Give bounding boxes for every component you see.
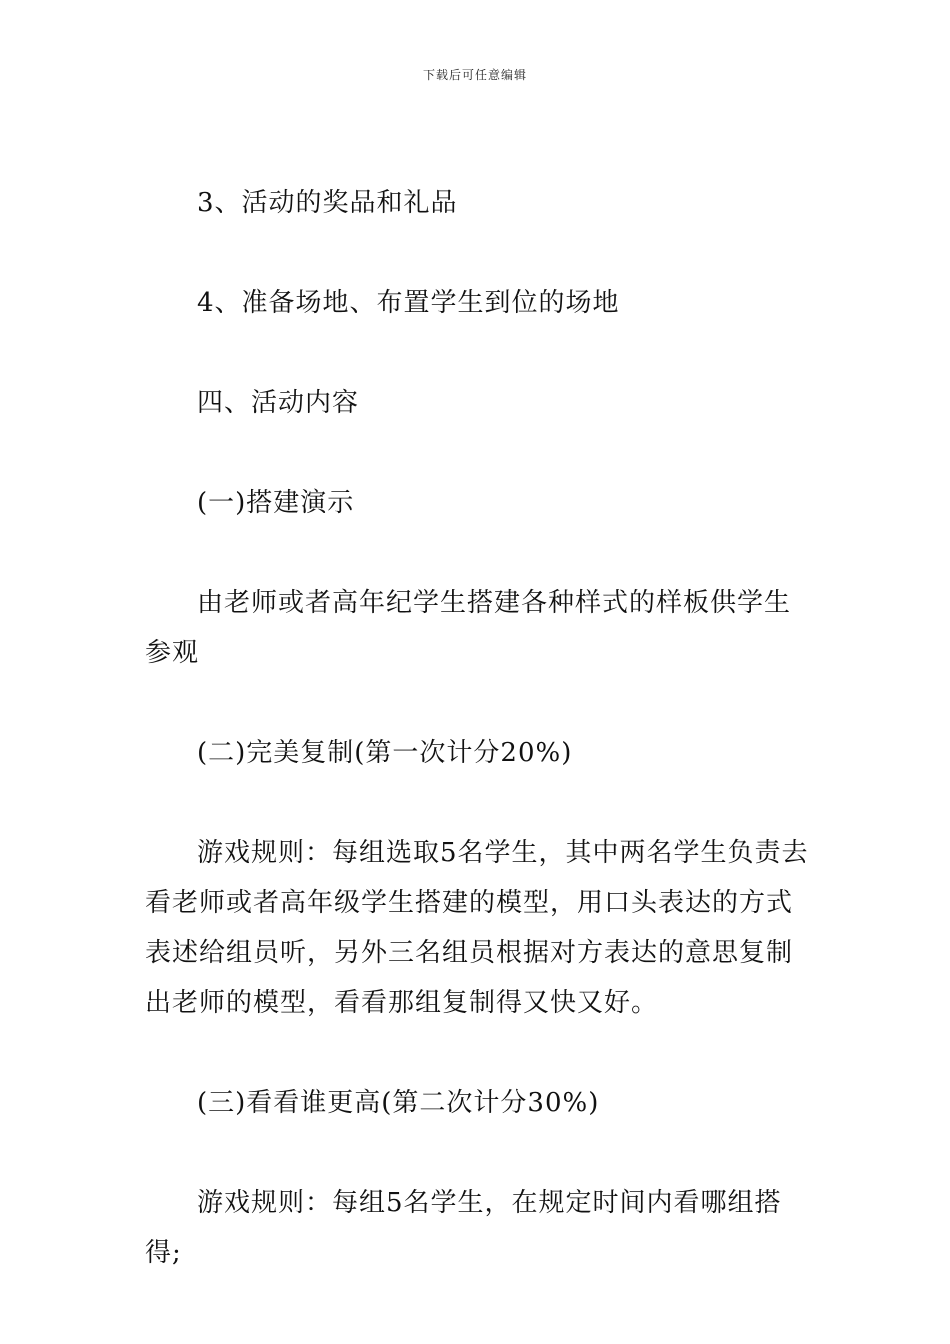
paragraph-higher-rules: 游戏规则：每组5名学生，在规定时间内看哪组搭得; [145,1188,782,1268]
subheading-who-is-higher: (三)看看谁更高(第二次计分30%) [197,1088,600,1118]
paragraph-prizes: 3、活动的奖品和礼品 [197,188,458,218]
document-body [145,178,810,1328]
paragraph-demo-description: 由老师或者高年纪学生搭建各种样式的样板供学生参观 [145,588,792,668]
paragraph-venue: 4、准备场地、布置学生到位的场地 [197,288,620,318]
subheading-demo: (一)搭建演示 [197,488,355,518]
subheading-perfect-copy: (二)完美复制(第一次计分20%) [197,738,573,768]
section-heading-activity-content: 四、活动内容 [197,388,360,418]
paragraph-copy-rules: 游戏规则：每组选取5名学生，其中两名学生负责去看老师或者高年级学生搭建的模型，用口头表达的方式表述给组员听，另外三名组员根据对方表达的意思复制出老师的模型，看看那组复制得又快又好。 [145,838,809,1018]
page-header: 下载后可任意编辑 [422,68,527,82]
